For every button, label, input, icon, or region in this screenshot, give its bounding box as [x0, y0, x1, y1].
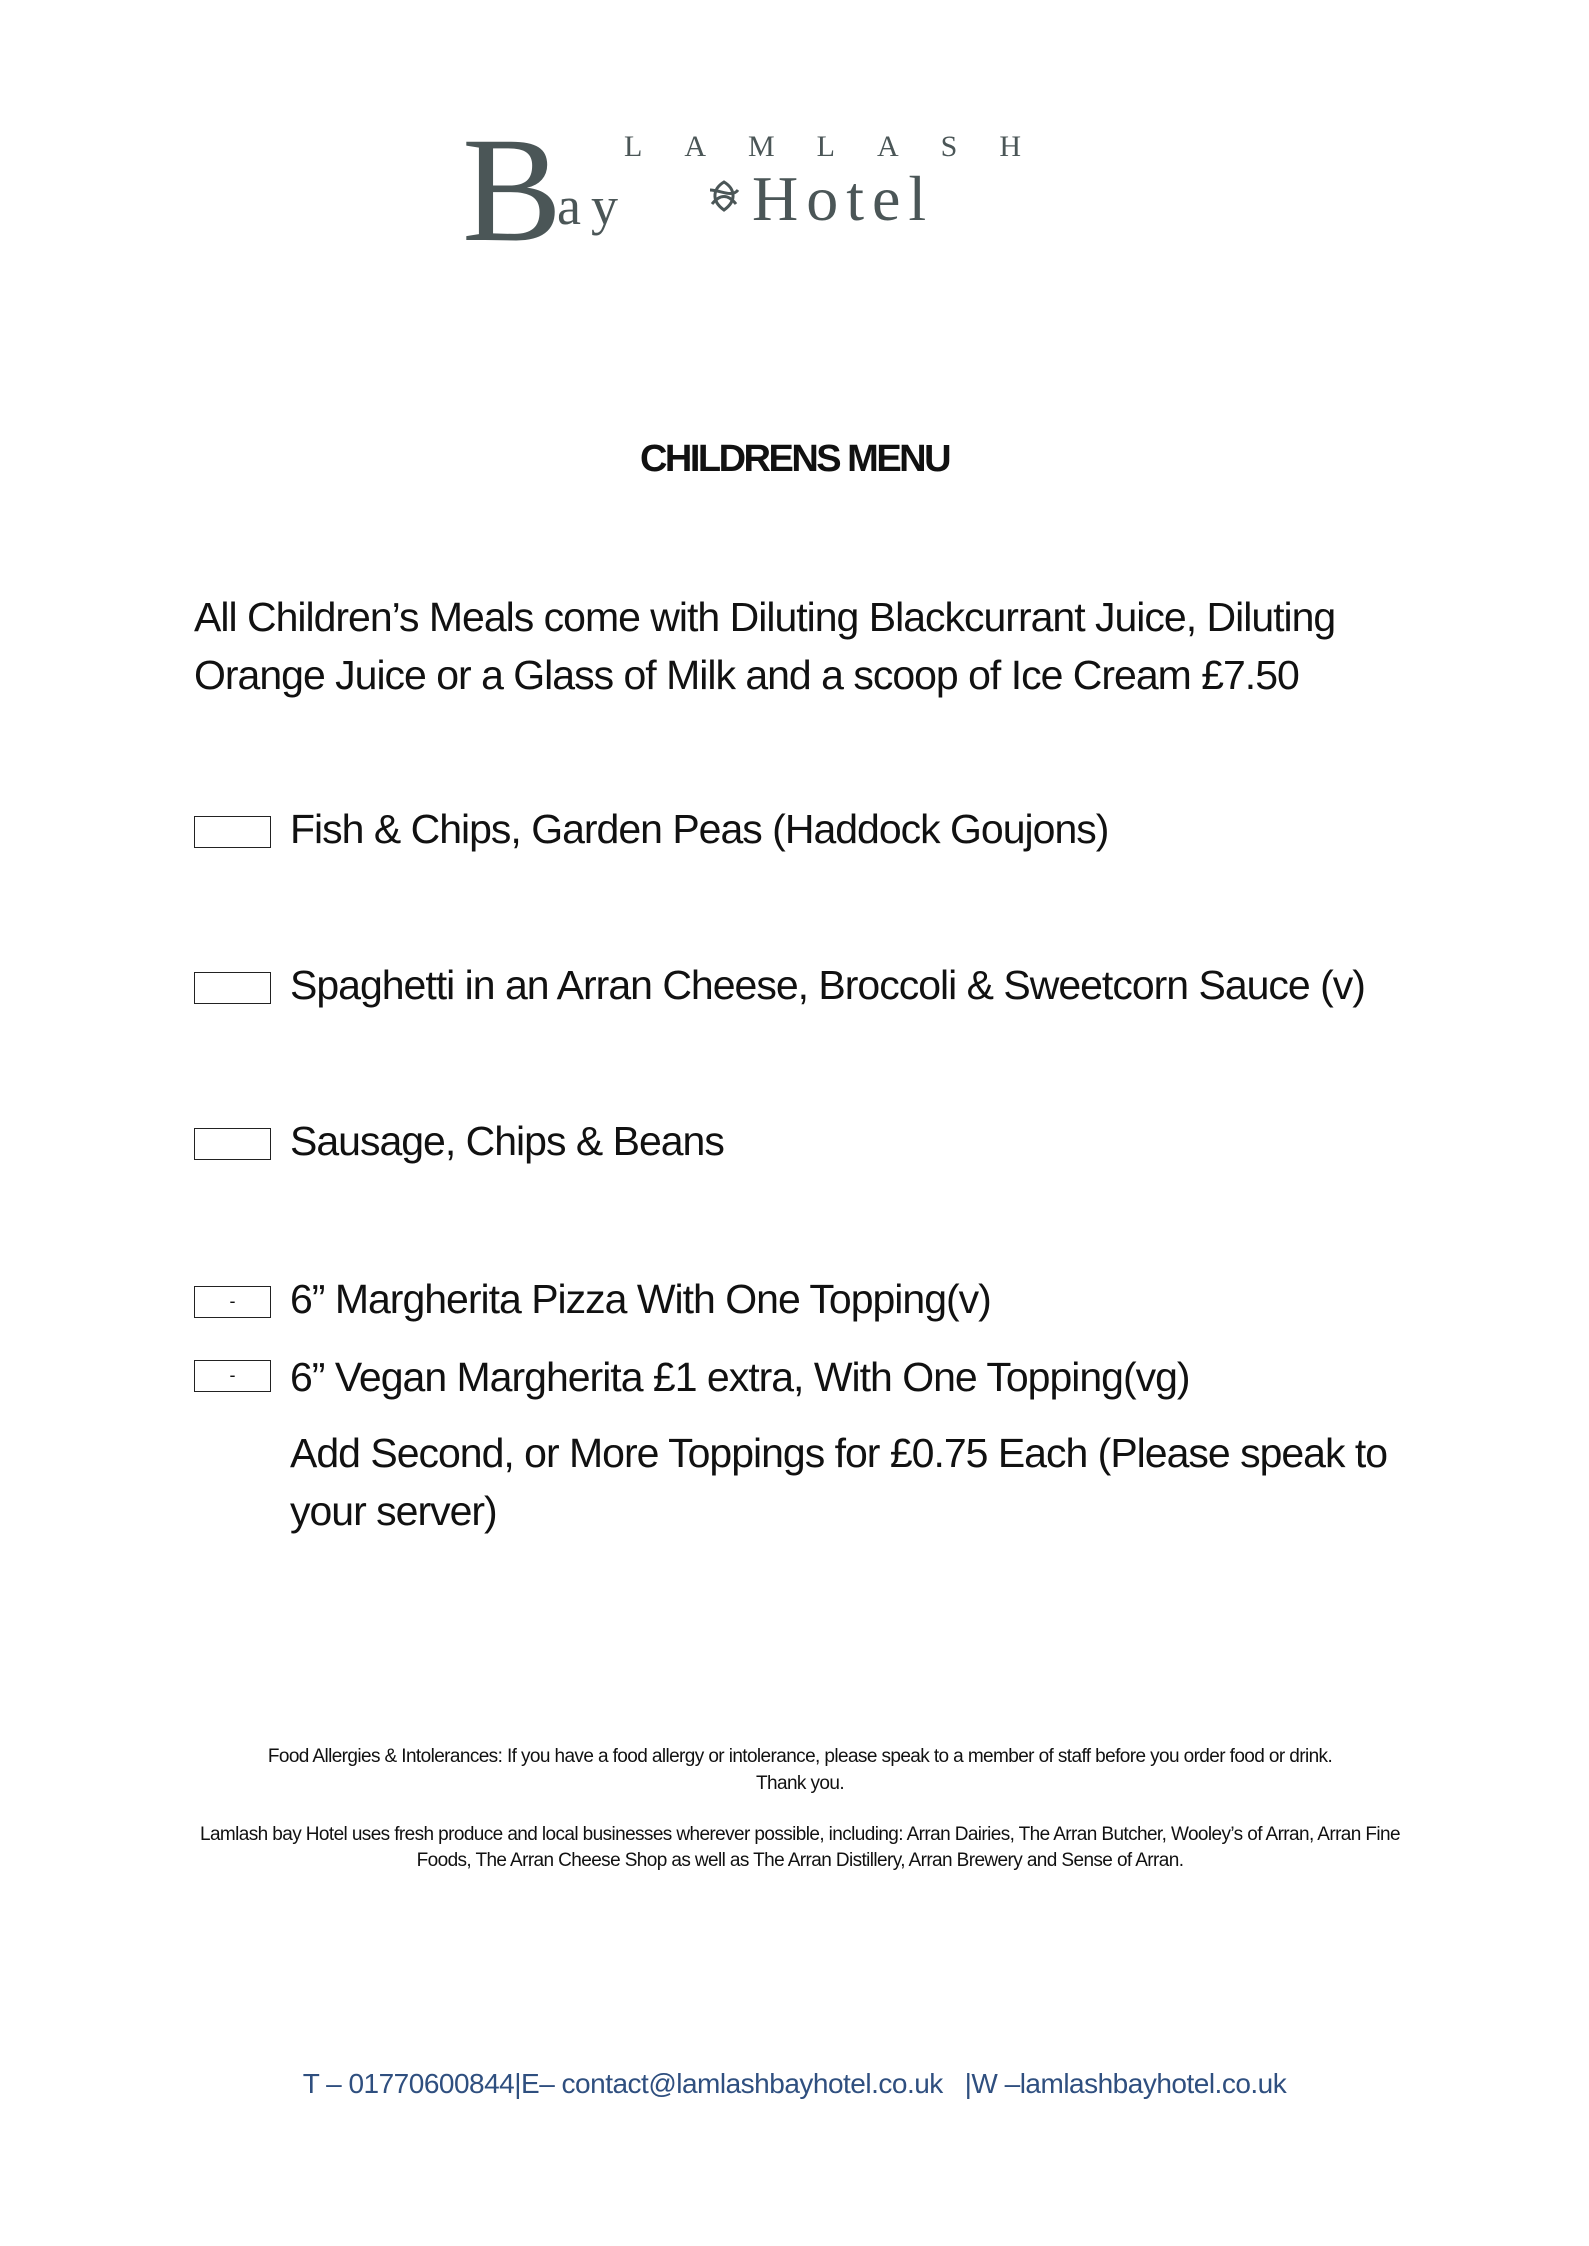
item-checkbox[interactable]: -	[194, 1360, 271, 1392]
page-title: CHILDRENS MENU	[639, 438, 950, 480]
logo-lamlash-word: LAMLASH	[624, 130, 1064, 163]
menu-item-label: Spaghetti in an Arran Cheese, Broccoli & Sweetcorn Sauce (v)	[290, 962, 1365, 1008]
item-checkbox[interactable]	[194, 816, 271, 848]
contact-footer: T – 01770600844|E– contact@lamlashbayhotel.co.uk |W –lamlashbayhotel.co.uk	[302, 2068, 1287, 2099]
logo-bay-word: ay	[557, 176, 628, 236]
allergy-thanks: Thank you.	[756, 1773, 844, 1794]
allergy-notice: Food Allergies & Intolerances: If you have a food allergy or intolerance, please speak to a member of staff before you order food or drink.	[267, 1746, 1333, 1767]
hotel-logo	[462, 107, 1102, 273]
logo-hotel-word: Hotel	[752, 163, 935, 234]
menu-item-label: Sausage, Chips & Beans	[290, 1118, 724, 1164]
intro-text: All Children’s Meals come with Diluting Blackcurrant Juice, Diluting Orange Juice or a Glass of Milk and a scoop of Ice Cream £7.50	[194, 594, 1336, 698]
item-checkbox[interactable]	[194, 1128, 271, 1160]
celtic-knot-icon	[704, 176, 744, 216]
item-checkbox[interactable]	[194, 972, 271, 1004]
menu-item-label: 6” Vegan Margherita £1 extra, With One Topping(vg)	[290, 1354, 1190, 1400]
item-checkbox[interactable]: -	[194, 1286, 271, 1318]
menu-item-label: Fish & Chips, Garden Peas (Haddock Goujons)	[290, 806, 1109, 852]
toppings-note: Add Second, or More Toppings for £0.75 Each (Please speak to your server)	[290, 1430, 1388, 1534]
logo-big-letter: B	[462, 107, 563, 273]
menu-item-label: 6” Margherita Pizza With One Topping(v)	[290, 1276, 991, 1322]
local-produce-notice: Lamlash bay Hotel uses fresh produce and local businesses wherever possible, including: Arran Dairies, The Arran Butcher, Wooley’s of Arran, Arran Fine Foods, The Arran Cheese Shop as well as The Arran Distillery, Arran Brewery and Sense of Arran.	[200, 1824, 1400, 1871]
